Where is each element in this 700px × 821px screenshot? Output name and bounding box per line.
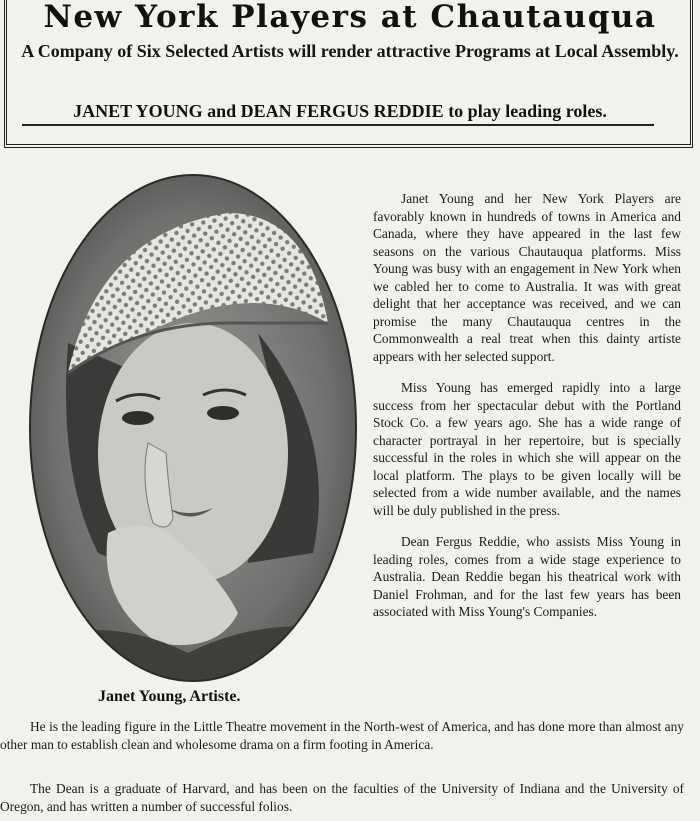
photo-caption: Janet Young, Artiste. xyxy=(98,688,241,705)
headline: New York Players at Chautauqua xyxy=(43,0,657,35)
full-width-paragraph: The Dean is a graduate of Harvard, and has been on the faculties of the University of Indiana and the University of Oregon, and has written a number of successful folios. xyxy=(0,781,684,814)
subheadline: A Company of Six Selected Artists will render attractive Programs at Local Assembly. xyxy=(21,41,679,61)
underline-rule xyxy=(22,124,654,126)
paragraph: Miss Young has emerged rapidly into a large success from her spectacular debut with the Portland Stock Co. a few years ago. She has a wide range of character portrayal in her repertoire, but is specially successful in the roles in which she will appear on the local platform. The plays to be given locally will be selected from a wide number available, and the names will be duly published in the press. xyxy=(373,380,681,518)
leading-roles-line: JANET YOUNG and DEAN FERGUS REDDIE to play leading roles. xyxy=(73,101,607,121)
full-width-paragraph: He is the leading figure in the Little Theatre movement in the North-west of America, and has done more than almost any other man to establish clean and wholesome drama on a firm footing in America. xyxy=(0,719,684,752)
portrait-photo xyxy=(28,173,358,683)
portrait-oval xyxy=(28,173,358,683)
paragraph: Dean Fergus Reddie, who assists Miss Young in leading roles, comes from a wide stage experience to Australia. Dean Reddie began his theatrical work with Daniel Frohman, and for the last few years has been associated with Miss Young's Companies. xyxy=(373,534,681,619)
paragraph: Janet Young and her New York Players are favorably known in hundreds of towns in America and Canada, where they have appeared in the last few seasons on the various Chautauqua platforms. Miss Young was busy with an engagement in New York when we cabled her to come to Australia. It was with great delight that her acceptance was received, and we can promise the many Chautauqua centres in the Commonwealth a real treat when this dainty artiste appears with her selected support. xyxy=(373,191,681,364)
article-column xyxy=(373,190,681,635)
